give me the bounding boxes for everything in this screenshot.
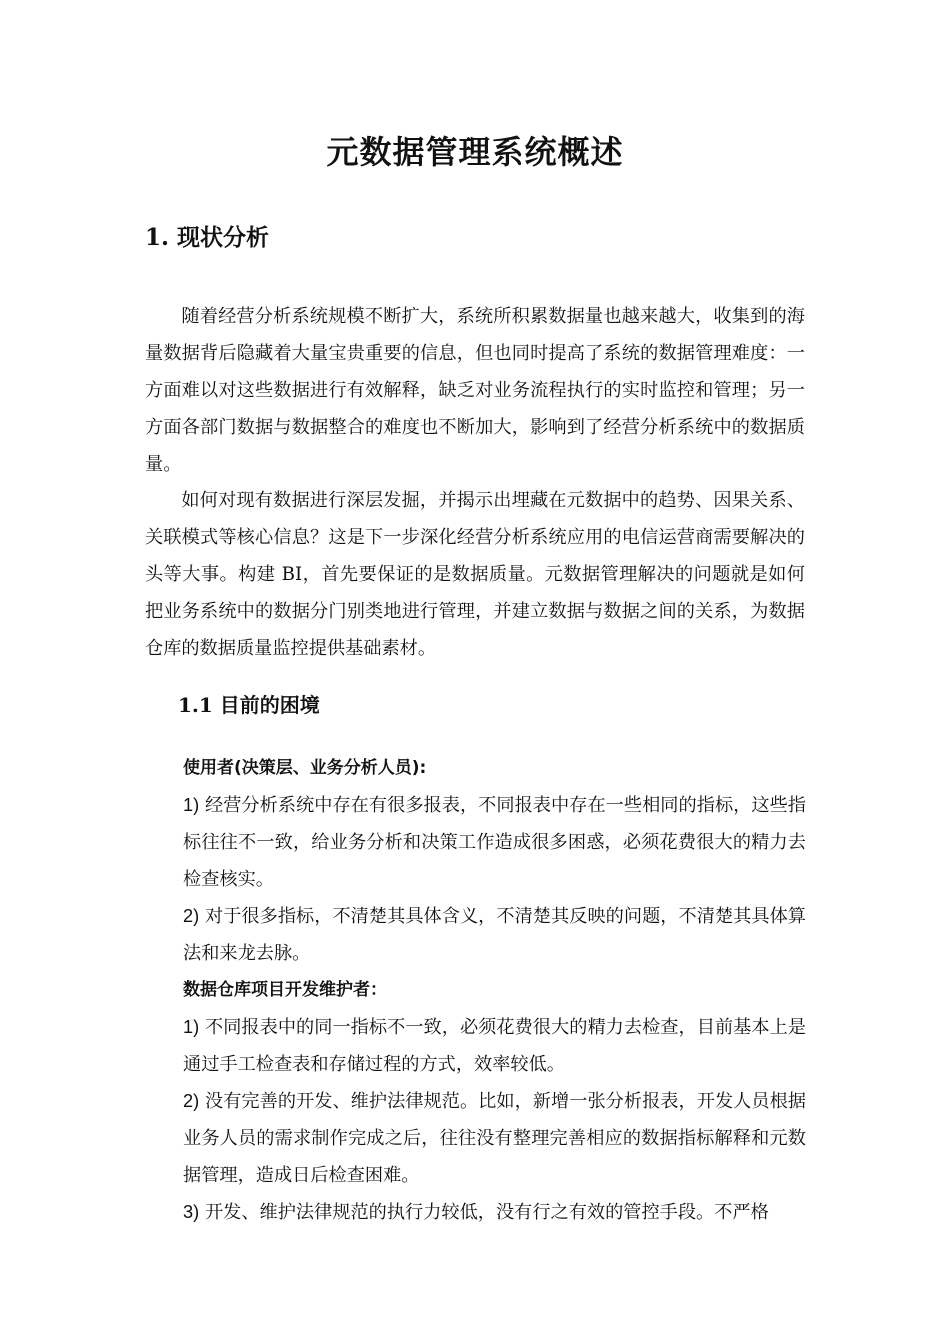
list-item-number: 1) (183, 795, 200, 815)
paragraph-text: 随着经营分析系统规模不断扩大，系统所积累数据量也越来越大，收集到的海量数据背后隐藏着大量宝贵重要的信息，但也同时提高了系统的数据管理难度：一方面难以对这些数据进行有效解释，缺乏对业务流程执行的实时监控和管理；另一方面各部门数据与数据整合的难度也不断加大，影响到了经营分析系统中的数据质量。 (145, 306, 805, 475)
section-paragraph-1 (145, 298, 805, 483)
list-item-text: 不同报表中的同一指标不一致，必须花费很大的精力去检查，目前基本上是通过手工检查表和存储过程的方式，效率较低。 (183, 1017, 806, 1075)
dilemma-list (183, 750, 806, 1231)
list-item (183, 1009, 806, 1083)
list-item-text: 经营分析系统中存在有很多报表，不同报表中存在一些相同的指标，这些指标往往不一致，给业务分析和决策工作造成很多困惑，必须花费很大的精力去检查核实。 (183, 795, 806, 890)
list-item (183, 1083, 806, 1194)
list-item-text: 开发、维护法律规范的执行力较低，没有行之有效的管控手段。不严格 (204, 1202, 769, 1223)
list-item (183, 787, 806, 898)
list-item-number: 2) (183, 906, 200, 926)
list-item (183, 898, 806, 972)
list-item-text: 对于很多指标，不清楚其具体含义，不清楚其反映的问题，不清楚其具体算法和来龙去脉。 (183, 906, 806, 964)
list-item (183, 1194, 806, 1231)
role-label-users: 使用者(决策层、业务分析人员): (183, 758, 427, 778)
list-item-text: 没有完善的开发、维护法律规范。比如，新增一张分析报表，开发人员根据业务人员的需求制作完成之后，往往没有整理完善相应的数据指标解释和元数据管理，造成日后检查困难。 (183, 1091, 806, 1186)
list-item-number: 3) (183, 1202, 200, 1222)
paragraph-text: 如何对现有数据进行深层发掘，并揭示出埋藏在元数据中的趋势、因果关系、关联模式等核心信息？这是下一步深化经营分析系统应用的电信运营商需要解决的头等大事。构建 BI，首先要保证的是数据质量。元数据管理解决的问题就是如何把业务系统中的数据分门别类地进行管理，并建立数据与数据之间的关系，为数据仓库的数据质量监控提供基础素材。 (145, 490, 805, 659)
document-title: 元数据管理系统概述 (326, 133, 624, 171)
subsection-heading-current-dilemma: 1.1 目前的困境 (178, 693, 320, 717)
role-label-developers: 数据仓库项目开发维护者： (183, 980, 387, 1000)
list-item-number: 2) (183, 1091, 200, 1111)
section-heading-status-analysis: 1. 现状分析 (145, 224, 270, 251)
section-paragraph-2 (145, 482, 805, 667)
list-item-number: 1) (183, 1017, 200, 1037)
